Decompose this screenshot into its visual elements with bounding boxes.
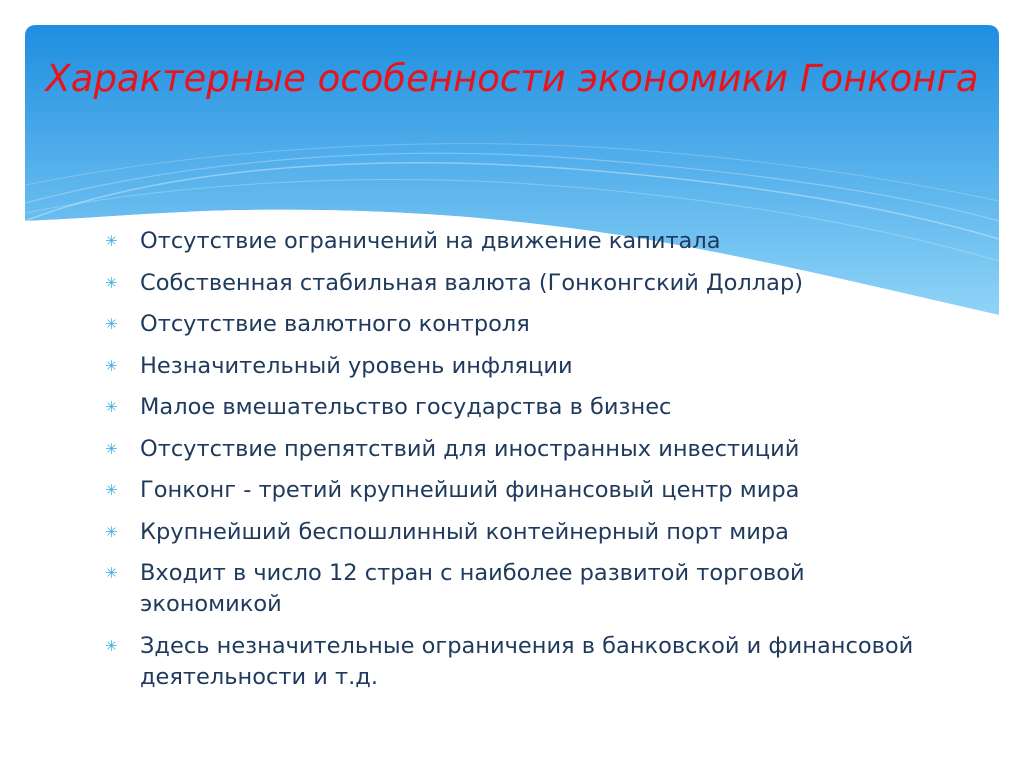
asterisk-bullet-icon: ✳ [105, 522, 118, 541]
list-item [105, 475, 925, 506]
list-item [105, 268, 925, 299]
asterisk-bullet-icon: ✳ [105, 232, 118, 250]
asterisk-bullet-icon: ✳ [105, 564, 118, 582]
asterisk-bullet-icon: ✳ [105, 636, 118, 655]
asterisk-bullet-icon: ✳ [105, 439, 118, 458]
list-item-text: Отсутствие валютного контроля [140, 311, 530, 337]
list-item-text: Отсутствие ограничений на движение капитала [140, 228, 721, 254]
list-item-text: Отсутствие препятствий для иностранных инвестиций [140, 435, 800, 462]
list-item [105, 351, 925, 382]
list-item [105, 226, 925, 257]
list-item [105, 434, 925, 465]
list-item-text: Крупнейший беспошлинный контейнерный порт мира [140, 518, 789, 545]
list-item-text: Собственная стабильная валюта (Гонконгский Доллар) [140, 269, 804, 296]
list-item [105, 558, 925, 620]
asterisk-bullet-icon: ✳ [105, 481, 118, 499]
asterisk-bullet-icon: ✳ [105, 356, 118, 375]
list-item-text: Входит в число 12 стран с наиболее развитой торговой экономикой [140, 560, 805, 617]
list-item [105, 309, 925, 340]
list-item [105, 517, 925, 548]
list-item-text: Незначительный уровень инфляции [140, 352, 573, 379]
list-item-text: Малое вмешательство государства в бизнес [140, 394, 672, 420]
asterisk-bullet-icon: ✳ [105, 315, 118, 333]
list-item [105, 392, 925, 423]
asterisk-bullet-icon: ✳ [105, 273, 118, 292]
list-item-text: Гонконг - третий крупнейший финансовый центр мира [140, 477, 800, 503]
asterisk-bullet-icon: ✳ [105, 398, 118, 416]
slide-title: Характерные особенности экономики Гонконга [45, 57, 979, 100]
list-item [105, 631, 925, 693]
bullet-list [105, 226, 925, 703]
list-item-text: Здесь незначительные ограничения в банковской и финансовой деятельности и т.д. [140, 632, 914, 690]
